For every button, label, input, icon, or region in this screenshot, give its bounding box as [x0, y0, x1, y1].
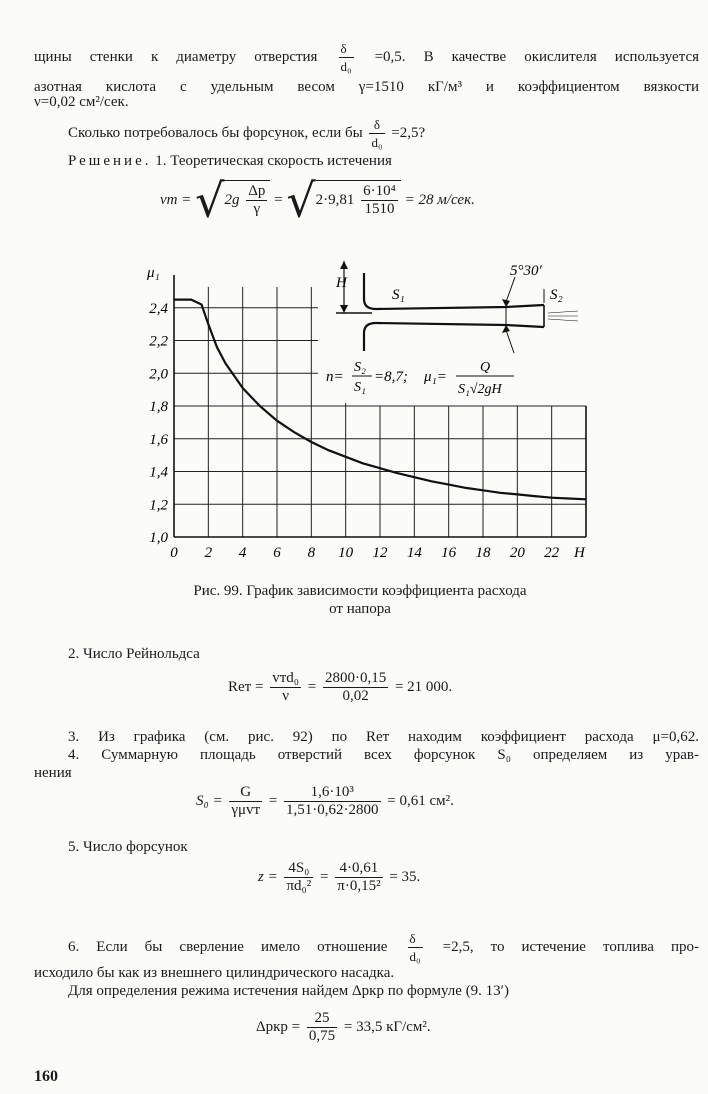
text-run: =2,5, то истечение топлива про- [442, 938, 700, 955]
inset-label-S1: S₁ [392, 287, 405, 303]
step-5: 5. Число форсунок [68, 839, 188, 855]
formula-fraction [323, 670, 388, 705]
ratio-fraction [369, 116, 384, 151]
inset-n-den: S₁ [354, 380, 366, 395]
critical-pressure-formula [256, 1010, 431, 1045]
fraction-denominator: d₀ [340, 59, 352, 74]
fraction-numerator: δ [339, 40, 354, 58]
fraction-denominator: 1,51·0,62·2800 [286, 802, 379, 818]
text-line-3: ν=0,02 см²/сек. [34, 94, 129, 110]
fraction-denominator: π·0,15² [337, 878, 381, 894]
x-tick-label: 22 [544, 545, 560, 561]
text-run: щины стенки к диаметру отверстия [34, 48, 318, 65]
text-run: Сколько потребовалось бы форсунок, если бы [68, 124, 363, 141]
y-axis-label: μ₁ [147, 265, 160, 281]
step-6 [68, 930, 699, 965]
fraction-denominator: 1510 [364, 201, 395, 217]
inset-n-value: =8,7; [374, 369, 408, 385]
fraction-numerator: δ [408, 930, 423, 948]
solution-heading [68, 152, 392, 170]
x-tick-label: 4 [238, 545, 247, 561]
formula-lhs: z = [258, 868, 278, 885]
fraction-numerator: Δp [248, 183, 266, 199]
y-tick-label: 2,2 [149, 333, 168, 350]
inset-label-S2: S₂ [550, 287, 563, 303]
x-tick-label: 16 [441, 545, 457, 561]
text-line-1 [34, 40, 699, 75]
fraction-denominator: γ [253, 201, 261, 217]
formula-result: = 21 000. [394, 678, 453, 695]
x-axis-label: H [574, 545, 585, 561]
inset-n-num: S₂ [354, 360, 366, 375]
figure-caption [100, 582, 620, 618]
fraction-denominator: d₀ [371, 135, 383, 150]
page-number: 160 [34, 1068, 58, 1085]
sqrt-radicand [224, 180, 270, 218]
fraction-numerator: 6·10⁴ [363, 183, 396, 199]
y-tick-label: 1,4 [149, 464, 168, 481]
sqrt-radicand [316, 180, 401, 218]
formula-fraction [361, 183, 398, 218]
x-tick-label: 8 [307, 545, 316, 561]
sqrt-sign: √ [286, 173, 316, 228]
fraction-numerator: G [229, 784, 262, 802]
y-tick-label: 1,8 [149, 399, 168, 415]
count-formula [258, 860, 420, 895]
fraction-denominator: ν [282, 688, 289, 704]
step-2: 2. Число Рейнольдса [68, 646, 200, 662]
inset-label-H: H [336, 275, 347, 291]
fraction-numerator: vтd₀ [272, 670, 299, 686]
formula-lhs: Δpкр = [256, 1018, 301, 1035]
fraction-numerator: δ [369, 116, 384, 134]
inset-label-angle: 5°30′ [510, 263, 542, 279]
fraction-denominator: d₀ [409, 949, 421, 964]
text-run: =0,5. В качестве окислителя используется [374, 48, 700, 65]
inset-n-label: n= [326, 369, 344, 385]
x-tick-label: 10 [338, 545, 354, 561]
y-tick-label: 1,2 [149, 497, 168, 514]
formula-lhs: S₀ = [196, 792, 223, 809]
step-4-cont: нения [34, 765, 72, 781]
text-run: 1. Теоретическая скорость истечения [155, 153, 392, 169]
formula-fraction [270, 670, 301, 705]
caption-line: Рис. 99. График зависимости коэффициента расхода [193, 583, 527, 599]
fraction-denominator: πd₀² [286, 878, 312, 894]
formula-lhs: vт = [160, 191, 192, 208]
fraction-denominator: γμvт [231, 802, 261, 818]
step-4: 4. Суммарную площадь отверстий всех форсунок S₀ определяем из урав- [68, 747, 699, 763]
formula-equals: = [320, 868, 329, 885]
solution-label: Решение. [68, 153, 152, 169]
formula-equals: = [268, 792, 278, 809]
ratio-fraction [339, 40, 354, 75]
inset-mu-den: S₁√2gH [458, 382, 502, 397]
formula-fraction [284, 860, 313, 895]
step-6-cont: исходило бы как из внешнего цилиндрического насадка. [34, 965, 395, 981]
y-tick-label: 2,0 [149, 366, 168, 383]
formula-fraction [284, 784, 381, 819]
formula-fraction [246, 183, 267, 218]
fraction-denominator: 0,75 [308, 1028, 336, 1044]
formula-result: = 28 м/сек. [404, 191, 475, 208]
nozzle-inset [318, 259, 584, 403]
fraction-numerator: 25 [307, 1010, 337, 1028]
inset-mu-label: μ₁= [424, 369, 447, 385]
formula-fraction [229, 784, 262, 819]
question-line [68, 116, 425, 151]
formula-equals: = [307, 678, 317, 695]
formula-term: 2g [224, 191, 240, 208]
text-line-2: азотная кислота с удельным весом γ=1510 кГ/м³ и коэффициентом вязкости [34, 79, 699, 95]
formula-result: = 0,61 см². [387, 792, 454, 809]
discharge-coefficient-chart [0, 255, 708, 575]
ratio-fraction [408, 930, 423, 965]
fraction-numerator: 2800·0,15 [324, 670, 387, 686]
formula-fraction [307, 1010, 337, 1045]
step-3: 3. Из графика (см. рис. 92) по Reт находим коэффициент расхода μ=0,62. [68, 729, 699, 745]
formula-lhs: Reт = [228, 678, 264, 695]
text-run: 6. Если бы сверление имело отношение [68, 938, 388, 955]
reynolds-formula [228, 670, 452, 705]
x-tick-label: 14 [406, 545, 422, 561]
x-tick-label: 20 [509, 545, 525, 561]
text-run: =2,5? [391, 124, 426, 141]
x-tick-label: 0 [170, 545, 178, 561]
area-formula [196, 784, 454, 819]
formula-fraction [335, 860, 382, 895]
y-tick-label: 1,0 [149, 530, 168, 546]
formula-result: = 33,5 кГ/см². [343, 1018, 431, 1035]
y-tick-label: 2,4 [149, 300, 168, 317]
formula-result: = 35. [389, 868, 421, 885]
velocity-formula [160, 173, 475, 228]
sqrt-sign: √ [195, 173, 225, 228]
x-tick-label: 12 [372, 545, 388, 561]
x-tick-label: 2 [204, 545, 213, 561]
fraction-numerator: 1,6·10³ [284, 784, 381, 802]
x-tick-label: 18 [475, 545, 491, 561]
y-tick-label: 1,6 [149, 431, 168, 448]
step-6-cont2: Для определения режима истечения найдем Δpкр по формуле (9. 13′) [68, 983, 509, 999]
inset-mu-num: Q [480, 360, 491, 375]
fraction-denominator: 0,02 [342, 688, 369, 704]
formula-term: 2·9,81 [315, 191, 355, 208]
fraction-numerator: 4S₀ [284, 860, 313, 878]
caption-line: от напора [329, 601, 391, 617]
formula-equals: = [274, 191, 283, 208]
fraction-numerator: 4·0,61 [335, 860, 382, 878]
x-tick-label: 6 [273, 545, 281, 561]
